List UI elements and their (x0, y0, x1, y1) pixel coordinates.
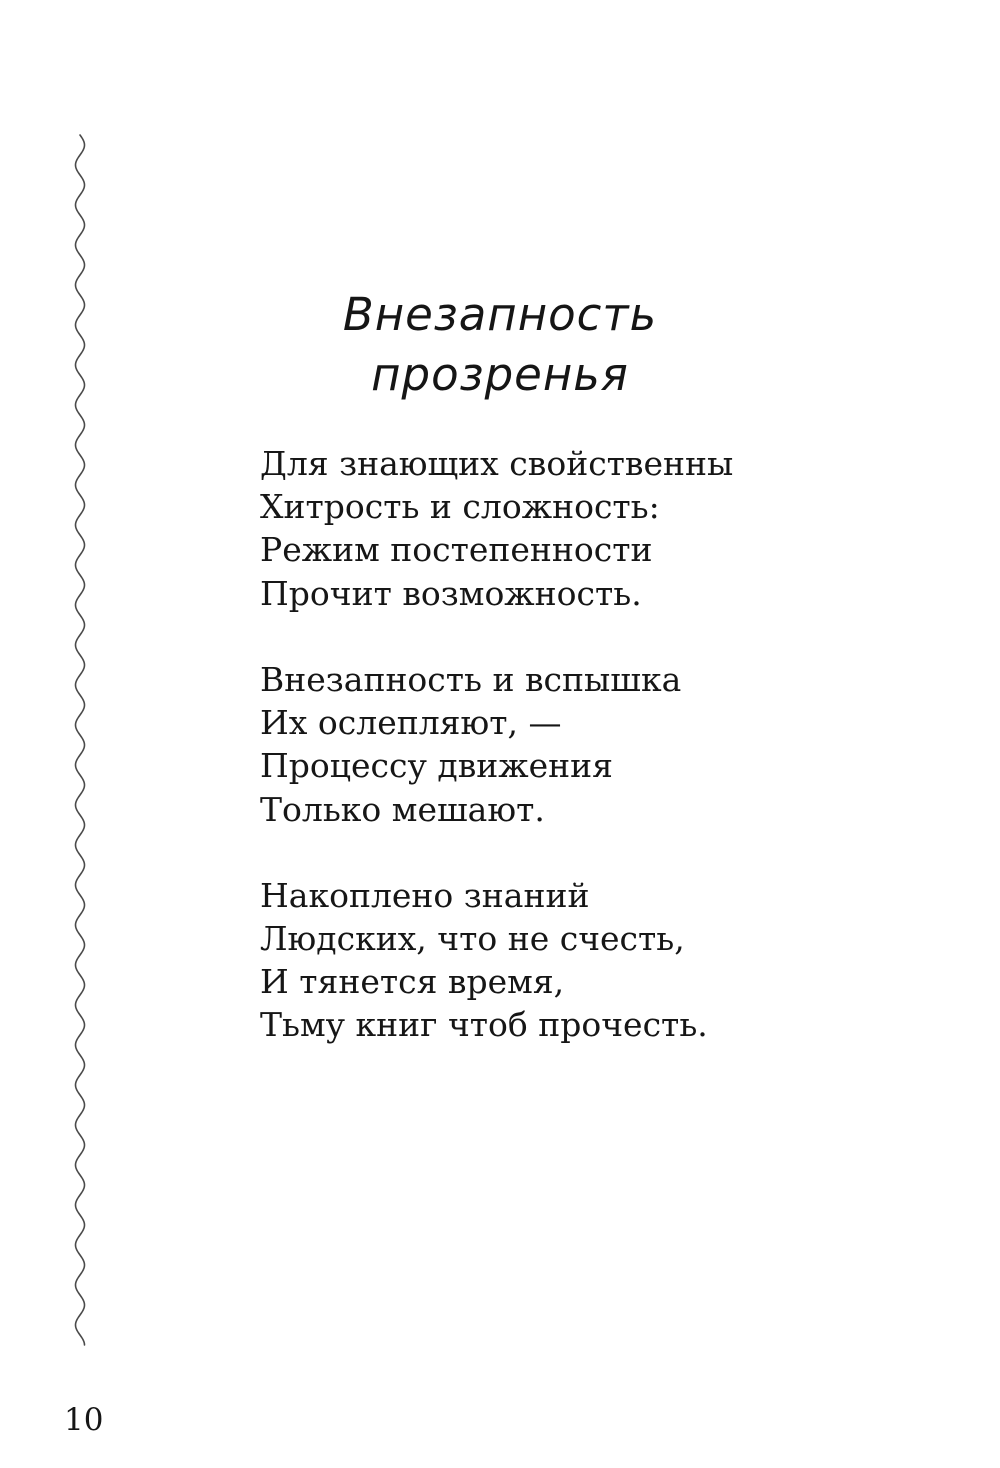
poem-line: Процессу движения (260, 746, 613, 786)
poem-line: Накоплено знаний (260, 875, 590, 915)
wavy-line (76, 135, 85, 1345)
title-line: Внезапность (342, 288, 658, 341)
poem-body (260, 442, 960, 1047)
poem-title (200, 285, 800, 405)
poem-line: Их ослепляют, — (260, 703, 562, 743)
wavy-border-decoration (60, 120, 100, 1360)
page-number: 10 (64, 1402, 104, 1438)
poem-line: Хитрость и сложность: (260, 487, 660, 527)
title-line: прозренья (371, 348, 629, 401)
poem-line: Для знающих свойственны (260, 444, 734, 483)
poem-line: И тянется время, (260, 962, 565, 1002)
poem-line: Людских, что не счесть, (260, 919, 685, 959)
poem-line: Только мешают. (260, 789, 545, 829)
poem-line: Внезапность и вспышка (260, 659, 682, 699)
stanza (260, 442, 960, 615)
poem-line: Тьму книг чтоб прочесть. (260, 1005, 708, 1045)
poem-line: Режим постепенности (260, 530, 653, 570)
stanza (260, 658, 960, 831)
stanza (260, 874, 960, 1047)
poem-line: Прочит возможность. (260, 573, 642, 613)
